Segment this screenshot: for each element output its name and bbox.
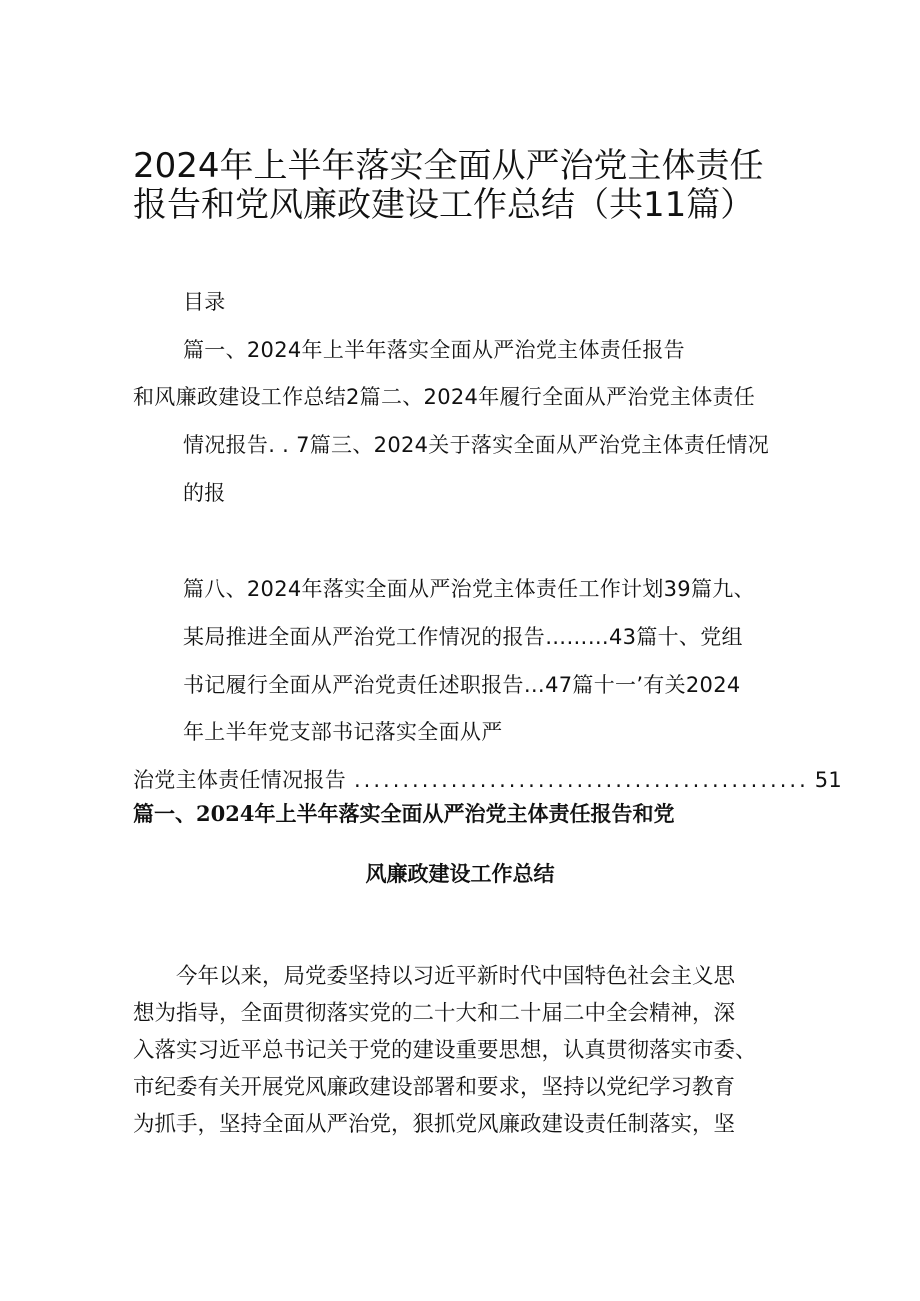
- toc-line: 情况报告. . 7篇三、2024关于落实全面从严治党主体责任情况: [183, 433, 770, 457]
- body-line: 为抓手，坚持全面从严治党，狠抓党风廉政建设责任制落实，坚: [133, 1112, 736, 1137]
- toc-line: 篇一、2024年上半年落实全面从严治党主体责任报告: [183, 338, 685, 362]
- toc-line: 书记履行全面从严治党责任述职报告…47篇十一’有关2024: [183, 673, 741, 697]
- toc-heading: 目录: [183, 290, 226, 314]
- toc-last-text: 治党主体责任情况报告: [133, 768, 346, 792]
- toc-leader-dots: ...............................................: [354, 768, 809, 792]
- toc-last-entry: [133, 766, 843, 794]
- toc-line: 和风廉政建设工作总结2篇二、2024年履行全面从严治党主体责任: [133, 385, 756, 409]
- toc-page-number: 51: [814, 768, 843, 792]
- toc-line: 年上半年党支部书记落实全面从严: [183, 720, 503, 744]
- toc-line: 某局推进全面从严治党工作情况的报告………43篇十、党组: [183, 625, 743, 649]
- body-line: 今年以来，局党委坚持以习近平新时代中国特色社会主义思: [133, 964, 736, 989]
- body-line: 想为指导，全面贯彻落实党的二十大和二十届二中全会精神，深: [133, 1001, 736, 1026]
- body-line: 入落实习近平总书记关于党的建设重要思想，认真贯彻落实市委、: [133, 1038, 757, 1063]
- section-title: 篇一、2024年上半年落实全面从严治党主体责任报告和党: [133, 801, 675, 826]
- document-title-line-2: 报告和党风廉政建设工作总结（共11篇）: [133, 185, 755, 225]
- document-title-line-1: 2024年上半年落实全面从严治党主体责任: [133, 146, 764, 186]
- toc-line: 篇八、2024年落实全面从严治党主体责任工作计划39篇九、: [183, 577, 755, 601]
- section-subtitle: 风廉政建设工作总结: [365, 861, 555, 886]
- toc-line: 的报: [183, 481, 226, 505]
- body-line: 市纪委有关开展党风廉政建设部署和要求，坚持以党纪学习教育: [133, 1075, 736, 1100]
